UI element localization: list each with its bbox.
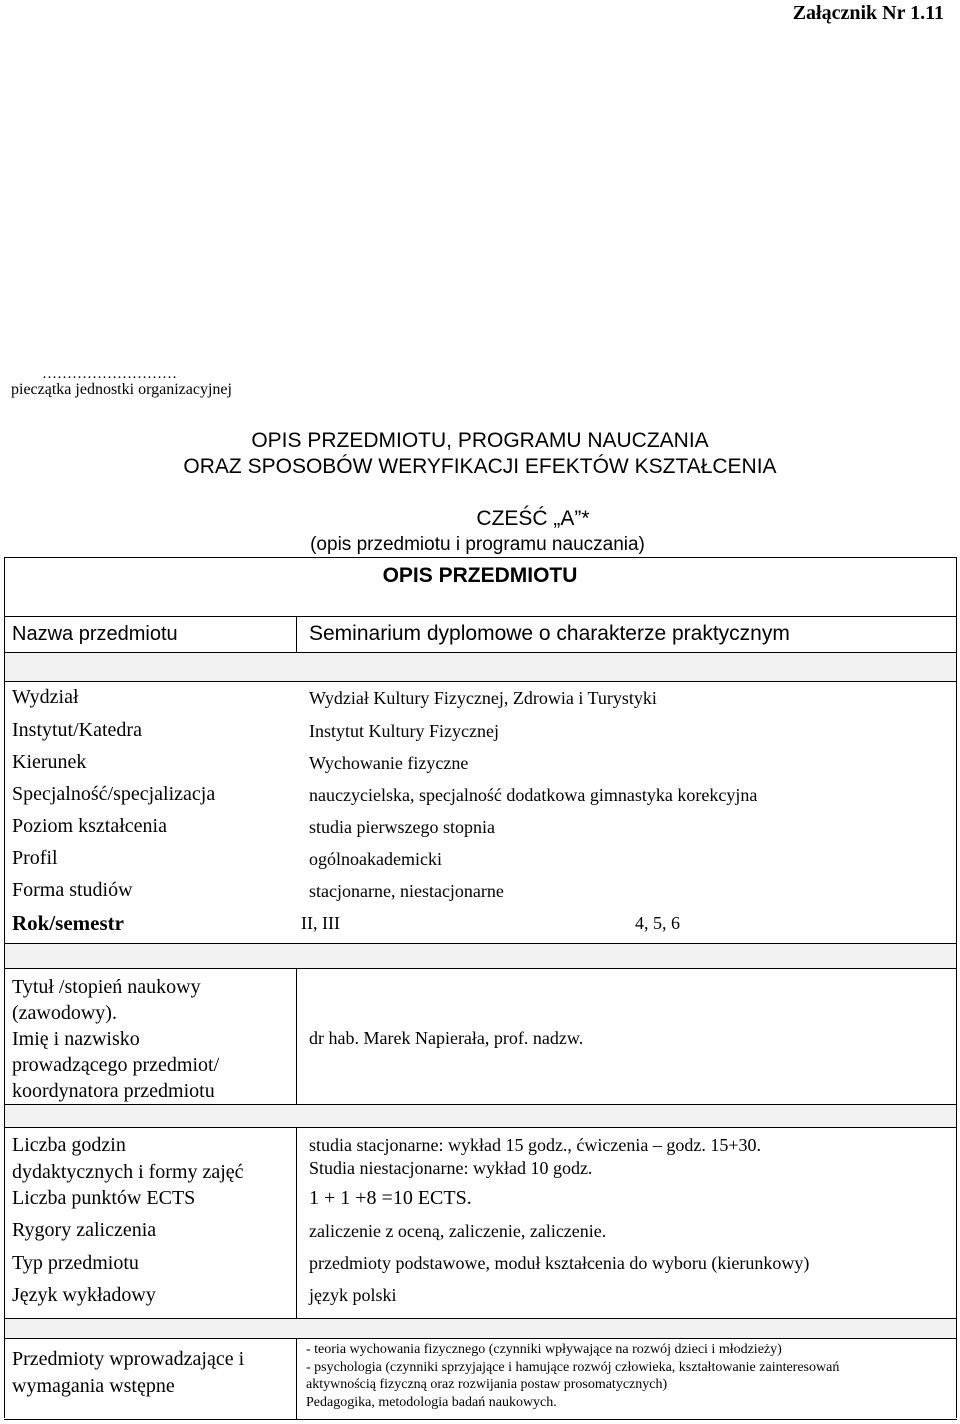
- table-border-right: [956, 557, 957, 1418]
- table-divider: [296, 616, 297, 652]
- hours-label-line: Liczba godzin: [12, 1134, 126, 1156]
- teacher-label-line: Tytuł /stopień naukowy: [12, 976, 201, 998]
- prereq-value: [306, 1341, 839, 1411]
- table-divider: [296, 1338, 297, 1420]
- stamp-label: pieczątka jednostki organizacyjnej: [11, 381, 232, 398]
- prereq-line: - psychologia (czynniki sprzyjające i hamujące rozwój człowieka, kształtowanie zainteresowań: [306, 1359, 840, 1375]
- table-divider: [296, 1127, 297, 1318]
- spacer-row: [5, 1319, 956, 1338]
- teacher-label-line: koordynatora przedmiotu: [12, 1080, 215, 1102]
- grading-value: zaliczenie z oceną, zaliczenie, zaliczenie.: [309, 1221, 607, 1241]
- level-value: studia pierwszego stopnia: [309, 817, 495, 837]
- teacher-label: [12, 974, 219, 1104]
- part-subtitle: (opis przedmiotu i programu nauczania): [310, 534, 645, 555]
- teacher-label-line: prowadzącego przedmiot/: [12, 1054, 220, 1076]
- teacher-value: dr hab. Marek Napierała, prof. nadzw.: [309, 1028, 584, 1048]
- grading-label: Rygory zaliczenia: [12, 1219, 157, 1241]
- course-name-value: Seminarium dyplomowe o charakterze praktycznym: [309, 622, 790, 645]
- hours-label-line: dydaktycznych i formy zajęć: [12, 1161, 244, 1183]
- year-semester-label: Rok/semestr: [12, 911, 124, 935]
- prereq-line: - teoria wychowania fizycznego (czynniki wpływające na rozwój dzieci i młodzieży): [306, 1342, 782, 1357]
- table-line: [4, 1338, 957, 1339]
- table-line: [4, 616, 957, 617]
- table-line: [4, 681, 957, 682]
- study-form-label: Forma studiów: [12, 879, 133, 901]
- hours-value-line1: studia stacjonarne: wykład 15 godz., ćwiczenia – godz. 15+30.: [309, 1135, 762, 1155]
- language-value: język polski: [309, 1285, 397, 1305]
- teacher-label-line: Imię i nazwisko: [12, 1028, 140, 1050]
- section-title: OPIS PRZEDMIOTU: [382, 564, 578, 587]
- spacer-row: [5, 1105, 956, 1127]
- field-value: Wychowanie fizyczne: [309, 753, 469, 773]
- specialty-label: Specjalność/specjalizacja: [12, 783, 216, 805]
- doc-title-line2: ORAZ SPOSOBÓW WERYFIKACJI EFEKTÓW KSZTAŁCENIA: [183, 455, 777, 478]
- prereq-label-line: wymagania wstępne: [12, 1375, 175, 1397]
- specialty-value: nauczycielska, specjalność dodatkowa gimnastyka korekcyjna: [309, 785, 758, 805]
- teacher-label-line: (zawodowy).: [12, 1002, 117, 1024]
- profile-label: Profil: [12, 847, 58, 869]
- ects-value: 1 + 1 +8 =10 ECTS.: [309, 1187, 472, 1209]
- institute-label: Instytut/Katedra: [12, 719, 142, 741]
- prereq-line: Pedagogika, metodologia badań naukowych.: [306, 1394, 557, 1410]
- study-form-value: stacjonarne, niestacjonarne: [309, 881, 504, 901]
- prereq-label: [12, 1346, 244, 1400]
- language-label: Język wykładowy: [12, 1284, 156, 1306]
- profile-value: ogólnoakademicki: [309, 849, 442, 869]
- ects-label: Liczba punktów ECTS: [12, 1187, 196, 1209]
- spacer-row: [5, 653, 956, 681]
- faculty-value: Wydział Kultury Fizycznej, Zdrowia i Turystyki: [309, 688, 657, 708]
- doc-title-line1: OPIS PRZEDMIOTU, PROGRAMU NAUCZANIA: [251, 429, 709, 452]
- prereq-line: aktywnością fizyczną oraz rozwijania postaw prosomatycznych): [306, 1377, 668, 1392]
- institute-value: Instytut Kultury Fizycznej: [309, 721, 499, 741]
- table-line: [4, 1127, 957, 1128]
- table-divider: [296, 968, 297, 1104]
- hours-label: [12, 1132, 244, 1186]
- table-border-left: [4, 557, 5, 1418]
- faculty-label: Wydział: [12, 686, 79, 708]
- field-label: Kierunek: [12, 751, 87, 773]
- year-value: II, III: [301, 913, 340, 933]
- part-title: CZEŚĆ „A”*: [476, 507, 590, 530]
- table-line: [4, 557, 957, 558]
- prereq-label-line: Przedmioty wprowadzające i: [12, 1348, 245, 1370]
- annex-number: Załącznik Nr 1.11: [792, 2, 944, 24]
- table-line: [4, 1419, 957, 1420]
- course-name-label: Nazwa przedmiotu: [12, 623, 178, 645]
- course-type-label: Typ przedmiotu: [12, 1252, 139, 1274]
- semester-value: 4, 5, 6: [635, 913, 680, 933]
- course-type-value: przedmioty podstawowe, moduł kształcenia do wyboru (kierunkowy): [309, 1253, 810, 1273]
- table-line: [4, 968, 957, 969]
- spacer-row: [5, 944, 956, 968]
- level-label: Poziom kształcenia: [12, 815, 167, 837]
- hours-value-line2: Studia niestacjonarne: wykład 10 godz.: [309, 1158, 593, 1178]
- stamp-dots: ………………………: [42, 366, 177, 382]
